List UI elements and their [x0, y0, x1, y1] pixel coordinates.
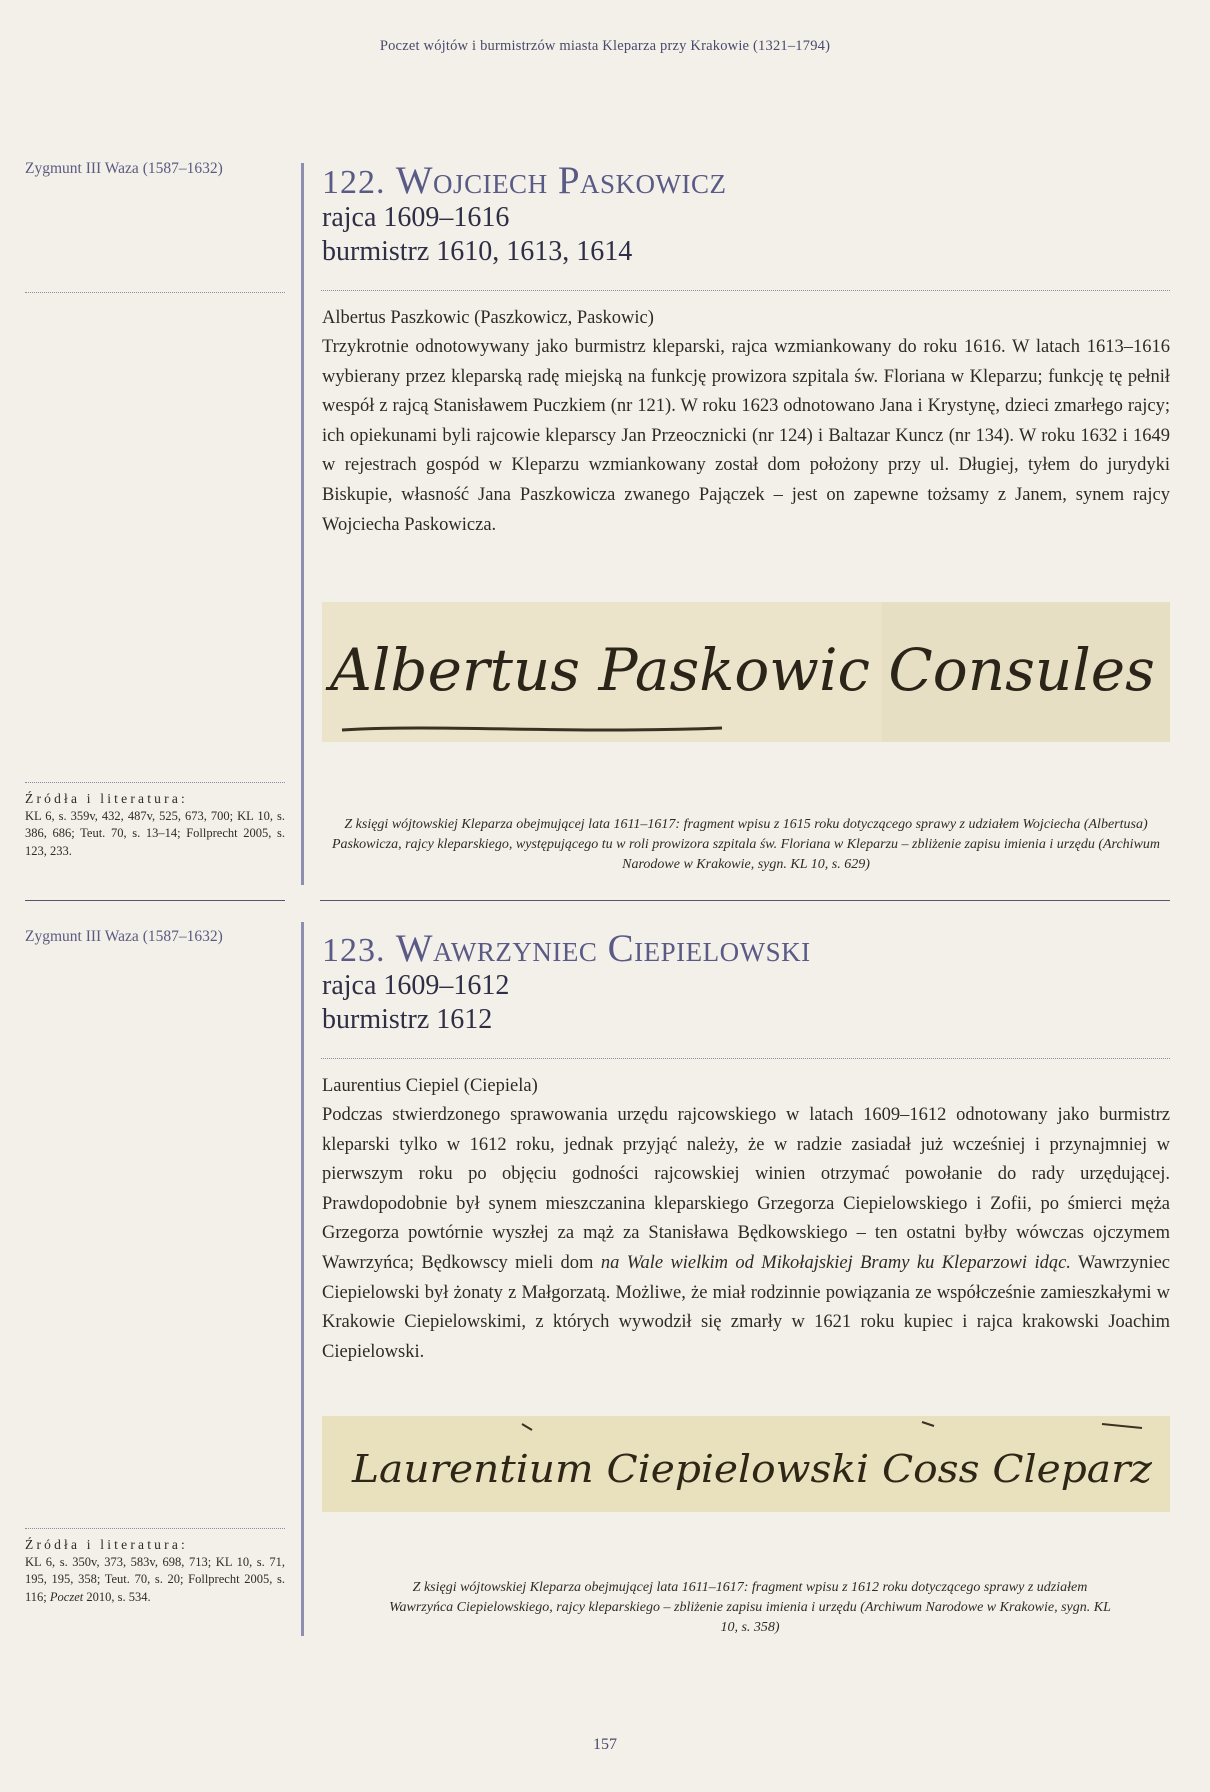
body-text-quote: na Wale wielkim od Mikołajskiej Bramy ku Kleparzowi idąc.: [600, 1252, 1071, 1273]
manuscript-image: [322, 602, 1170, 742]
entry-title: [322, 158, 727, 203]
entry-body: [322, 1101, 1170, 1367]
entry-number: 123.: [322, 932, 386, 969]
image-caption: [380, 1578, 1120, 1638]
page-number: 157: [593, 1736, 617, 1753]
caption-text: Z księgi wójtowskiej Kleparza obejmującej lata 1611–1617: fragment wpisu z 1615 roku dotyczącego sprawy z udziałem Wojciecha (Albertusa) Paskowicza, rajcy kleparskiego, występującego tu w roli prowizora szpitala św. Floriana w Kleparzu – zbliżenie zapisu imienia i urzędu: [331, 817, 1148, 852]
entry-number: 122.: [322, 164, 386, 201]
reign-label: Zygmunt III Waza (1587–1632): [25, 160, 223, 177]
manuscript-image: [322, 1416, 1170, 1512]
vertical-rule: [301, 922, 304, 1636]
sources-text-italic: Poczet: [49, 1589, 84, 1604]
sources-text: KL 6, s. 359v, 432, 487v, 525, 673, 700; KL 10, s. 386, 686; Teut. 70, s. 13–14; Follprecht 2005, s. 123, 233.: [25, 808, 285, 858]
manuscript-text: Albertus Paskowic Consules: [330, 636, 1155, 704]
vertical-rule: [301, 163, 304, 885]
image-caption: [322, 815, 1170, 875]
body-text-part: Podczas stwierdzonego sprawowania urzędu rajcowskiego w latach 1609–1612 odnotowany jako burmistrz kleparski tylko w 1612 roku, jednak przyjąć należy, że w radzie zasiadał już wcześniej i przynajmniej w pierwszym roku po objęciu godności rajcowskiej winien otrzymać powołanie do rady urzędującej. Prawdopodobnie był synem mieszczanina kleparskiego Grzegorza Ciepielowskiego i Zofii, po śmierci męża Grzegorza powtórnie wyszłej za mąż za Stanisława Będkowskiego – ten ostatni byłby wówczas ojczymem Wawrzyńca; Będkowscy mieli dom: [322, 1105, 1170, 1273]
entry-title: [322, 926, 811, 971]
sources-block: [25, 1536, 285, 1606]
manuscript-text: Laurentium Ciepielowski Coss Cleparz: [350, 1447, 1154, 1491]
caption-archive: (Archiwum Narodowe w Krakowie, sygn. KL 10, s. 358): [720, 1600, 1111, 1635]
sources-text: [25, 1554, 285, 1607]
latin-name: Laurentius Ciepiel (Ciepiela): [322, 1076, 538, 1096]
entry-name: Wawrzyniec Ciepielowski: [395, 927, 811, 970]
office-mayor: burmistrz 1612: [322, 1004, 493, 1035]
sources-text-part: 2010, s. 534.: [86, 1589, 151, 1604]
body-text-part: Wawrzyniec Ciepielowski był żonaty z Małgorzatą. Możliwe, że miał rodzinnie powiązania ze współcześnie zamieszkałymi w Krakowie Ciepielowskimi, z których wywodził się zmarły w 1621 roku kupiec i rajca krakowski Joachim Ciepielowski.: [322, 1252, 1170, 1362]
running-head: Poczet wójtów i burmistrzów miasta Kleparza przy Krakowie (1321–1794): [379, 38, 831, 54]
section-rule: [25, 900, 285, 901]
office-councillor: rajca 1609–1616: [322, 202, 510, 233]
sources-block: [25, 790, 285, 860]
entry-body: Trzykrotnie odnotowywany jako burmistrz kleparski, rajca wzmiankowany do roku 1616. W latach 1613–1616 wybierany przez kleparską radę miejską na funkcję prowizora szpitala św. Floriana w Kleparzu; funkcję tę pełnił wespół z rajcą Stanisławem Puczkiem (nr 121). W roku 1623 odnotowano Jana i Krystynę, dzieci zmarłego rajcy; ich opiekunami byli rajcowie kleparscy Jan Przeocznicki (nr 124) i Baltazar Kuncz (nr 134). W roku 1632 i 1649 w rejestrach gospód w Kleparzu wzmiankowany został dom położony przy ul. Długiej, tyłem do jurydyki Biskupie, własność Jana Paszkowicza zwanego Pajączek – jest on zapewne tożsamy z Janem, synem rajcy Wojciecha Paskowicza.: [322, 337, 1170, 535]
reign-label: Zygmunt III Waza (1587–1632): [25, 928, 223, 945]
office-mayor: burmistrz 1610, 1613, 1614: [322, 236, 633, 267]
dotted-rule: [321, 1058, 1170, 1059]
latin-name: Albertus Paszkowic (Paszkowicz, Paskowic): [322, 308, 654, 328]
entry-name: Wojciech Paskowicz: [395, 159, 727, 202]
dotted-rule: [321, 290, 1170, 291]
dotted-rule: [25, 782, 285, 783]
caption-text: Z księgi wójtowskiej Kleparza obejmującej lata 1611–1617: fragment wpisu z 1612 roku dotyczącego sprawy z udziałem Wawrzyńca Ciepielowskiego, rajcy kleparskiego – zbliżenie zapisu imienia i urzędu: [389, 1580, 1088, 1615]
dotted-rule: [25, 292, 285, 293]
manuscript-script: [322, 1416, 1170, 1512]
caption-archive: (Archiwum Narodowe w Krakowie, sygn. KL 10, s. 629): [622, 837, 1161, 872]
manuscript-script: [322, 602, 1170, 742]
sources-heading: Źródła i literatura:: [25, 791, 188, 806]
section-rule: [320, 900, 1170, 901]
dotted-rule: [25, 1528, 285, 1529]
office-councillor: rajca 1609–1612: [322, 970, 510, 1001]
sources-text-part: KL 6, s. 350v, 373, 583v, 698, 713; KL 10, s. 71, 195, 195, 358; Teut. 70, s. 20; Follprecht 2005, s. 116;: [25, 1554, 285, 1604]
sources-heading: Źródła i literatura:: [25, 1537, 188, 1552]
